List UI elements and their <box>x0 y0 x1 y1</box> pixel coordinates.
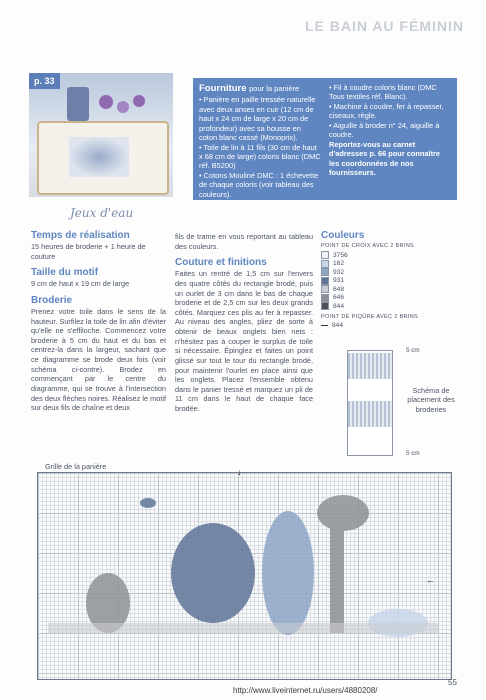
color-swatch-icon <box>321 251 329 259</box>
project-photo <box>29 73 173 197</box>
cross-stitch-label: POINT DE CROIX AVEC 2 BRINS <box>321 243 415 249</box>
color-code: 931 <box>333 277 345 285</box>
section-heading-colors: Couleurs <box>321 230 365 241</box>
page-reference-badge: p. 33 <box>29 73 60 89</box>
backstitch-line-icon <box>321 325 328 326</box>
dimension-bottom: 5 cm <box>406 450 420 457</box>
color-code: 932 <box>333 268 345 276</box>
column-left <box>31 230 166 413</box>
size-text: 9 cm de haut x 19 cm de large <box>31 279 130 289</box>
embroidery-band-bottom <box>348 401 392 427</box>
center-arrow-top: ↓ <box>237 467 242 477</box>
footer-url[interactable]: http://www.liveinternet.ru/users/4880208/ <box>233 686 378 695</box>
color-key-item <box>321 251 461 260</box>
color-key-item <box>321 260 461 269</box>
color-swatch-icon <box>321 294 329 302</box>
color-key-item <box>321 285 461 294</box>
cross-stitch-chart <box>37 467 452 680</box>
color-swatch-icon <box>321 302 329 310</box>
center-arrow-right: ← <box>426 575 435 585</box>
color-key-item <box>321 268 461 277</box>
backstitch-label: POINT DE PIQÛRE AVEC 2 BRINS <box>321 313 419 320</box>
color-code: 646 <box>333 294 345 302</box>
flower-shape <box>99 95 113 109</box>
color-swatch-icon <box>321 268 329 276</box>
color-key-item <box>321 294 461 303</box>
column-middle <box>175 232 313 414</box>
section-heading-finishing: Couture et finitions <box>175 257 267 269</box>
color-key-item <box>321 277 461 286</box>
supply-item: • Aiguille à broder n° 24, aiguille à coudre. <box>329 120 440 140</box>
column-right <box>321 230 461 330</box>
embroidery-text-continued: fils de trame en vous reportant au tableau des couleurs. <box>175 232 313 251</box>
chart-title: Grille de la panière <box>45 462 107 471</box>
chart-motif <box>38 473 451 679</box>
color-swatch-icon <box>321 260 329 268</box>
supplier-note: Reportez-vous au carnet d'adresses p. 66 pour connaître les coordonnées de nos fournisseurs. <box>329 139 441 178</box>
bottle-shape <box>67 87 89 121</box>
backstitch-code: 844 <box>332 322 344 330</box>
color-code: 3756 <box>333 251 348 259</box>
color-code: 162 <box>333 260 345 268</box>
section-heading-time: Temps de réalisation <box>31 230 130 241</box>
supplies-box <box>193 78 457 200</box>
time-text: 15 heures de broderie + 1 heure de couture <box>31 242 146 261</box>
color-code: 648 <box>333 285 345 293</box>
flower-shape <box>117 101 129 113</box>
section-heading-embroidery: Broderie <box>31 294 73 306</box>
placement-diagram-label: Schéma de placement des broderies <box>407 386 455 414</box>
color-swatch-icon <box>321 285 329 293</box>
embroidery-motif <box>69 137 129 177</box>
running-title: LE BAIN AU FÉMININ <box>304 18 464 34</box>
flower-shape <box>133 95 145 107</box>
supply-item: • Machine à coudre, fer à repasser, ciseaux, règle. <box>329 101 444 121</box>
color-key-list <box>321 251 461 311</box>
embroidery-band-top <box>348 353 392 379</box>
supply-item: • Panière en paille tressée naturelle avec deux anses en cuir (12 cm de haut x 24 cm de large x 20 cm de profondeur) avec sa housse en coton blanc cassé (Monoprix). <box>199 95 316 143</box>
supplies-heading: Fourniture pour la panière <box>199 83 300 94</box>
color-code: 844 <box>333 302 345 310</box>
color-swatch-icon <box>321 277 329 285</box>
basket-shape <box>37 121 169 195</box>
page-number: 55 <box>448 678 457 687</box>
placement-diagram <box>347 350 393 456</box>
section-heading-size: Taille du motif <box>31 267 99 279</box>
color-key-item <box>321 302 461 311</box>
supply-item: • Cotons Mouliné DMC : 1 échevette de chaque coloris (voir tableau des couleurs). <box>199 170 319 199</box>
embroidery-text: Prenez votre toile dans le sens de la hauteur. Surfilez la toile de lin afin d'éviter qu'elle ne s'effiloche. Commencez votre broderie à 5 cm du haut et du bas et centrez-la dans la largeur, sachant que ce diagramme se brode deux fois (voir schéma ci-contre). Brodez en commençant par le centre du diagramme, qui se trouve à l'intersection des deux flèches noires. Réalisez le motif sur deux fils de chaîne et deux <box>31 306 166 413</box>
finishing-text: Faites un rentré de 1,5 cm sur l'envers des quatre côtés du rectangle brodé, puis un ourlet de 3 cm dans le bas de chaque broderie et de 2,5 cm sur les deux grands côtés. Marquez ces plis au fer à repasser. Au niveau des angles, pliez de sorte à obtenir de beaux onglets bien nets : n'hésitez pas à couper le surplus de toile si nécessaire. Épinglez et faites un point glissé sur tout le tour du rectangle brodé, pour maintenir l'ourlet en place ainsi que les onglets. Placez l'ensemble obtenu dans le panier tressé et marquez un pli de 11 cm dans le haut de chaque face brodée. <box>175 269 313 413</box>
project-title: Jeux d'eau <box>70 206 134 220</box>
supply-item: • Toile de lin à 11 fils (30 cm de haut x 68 cm de large) coloris blanc (DMC réf. B5200) <box>199 142 321 171</box>
dimension-top: 5 cm <box>406 347 420 354</box>
supply-item: • Fil à coudre coloris blanc (DMC Tous textiles réf. Blanc). <box>329 83 437 102</box>
backstitch-key <box>321 322 461 331</box>
